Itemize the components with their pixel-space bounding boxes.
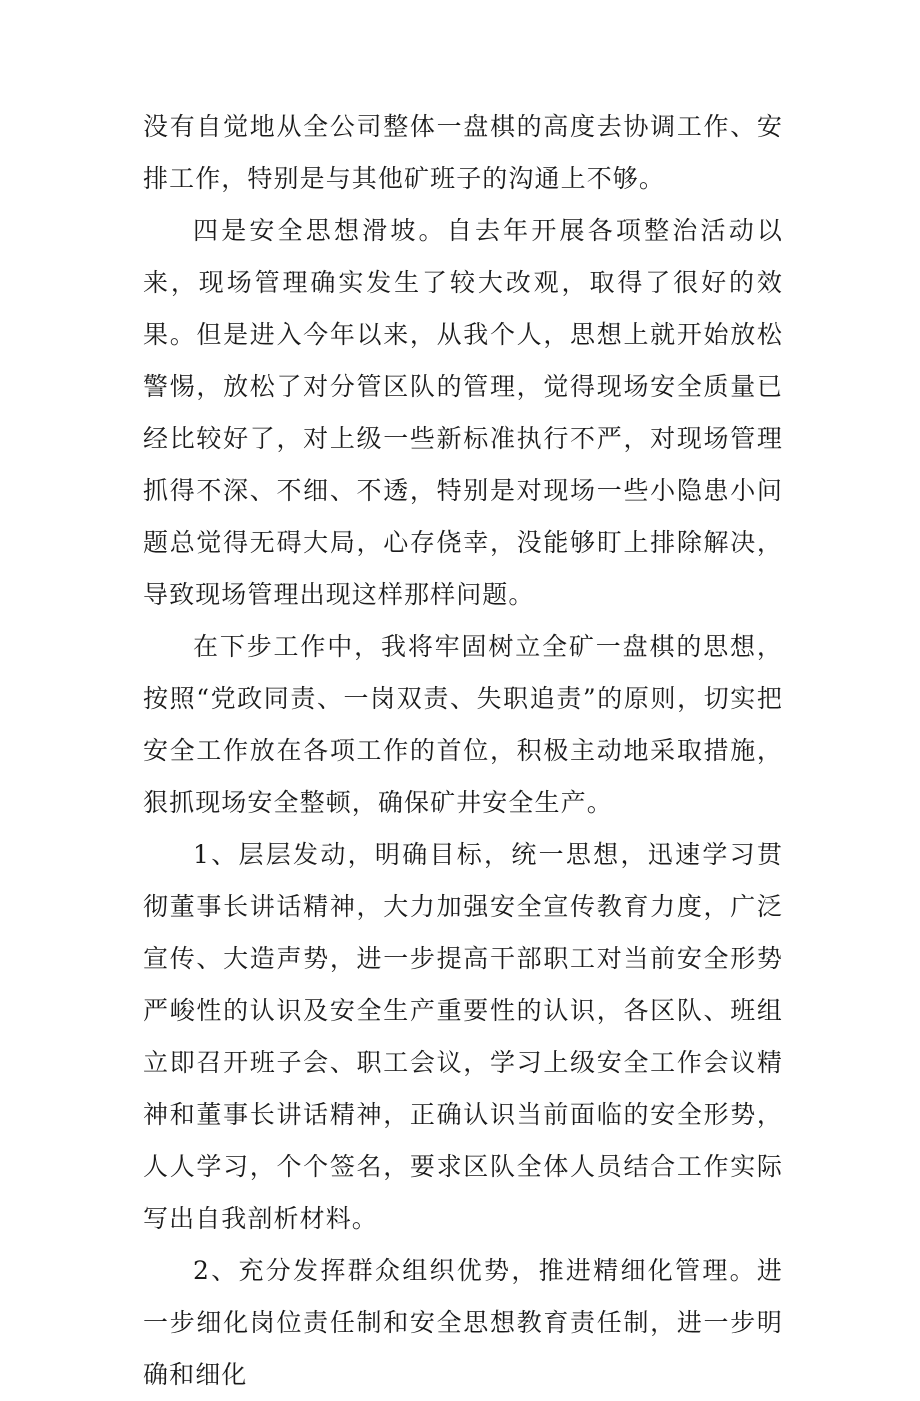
paragraph-next-steps: 在下步工作中，我将牢固树立全矿一盘棋的思想，按照“党政同责、一岗双责、失职追责”的原则，切实把安全工作放在各项工作的首位，积极主动地采取措施，狠抓现场安全整顿，确保矿井安全生产。: [143, 632, 783, 817]
paragraph-item-1: 1、层层发动，明确目标，统一思想，迅速学习贯彻董事长讲话精神，大力加强安全宣传教育力度，广泛宣传、大造声势，进一步提高干部职工对当前安全形势严峻性的认识及安全生产重要性的认识，各区队、班组立即召开班子会、职工会议，学习上级安全工作会议精神和董事长讲话精神，正确认识当前面临的安全形势，人人学习，个个签名，要求区队全体人员结合工作实际写出自我剖析材料。: [143, 840, 783, 1233]
paragraph-continuation: 没有自觉地从全公司整体一盘棋的高度去协调工作、安排工作，特别是与其他矿班子的沟通上不够。: [143, 112, 783, 193]
paragraph-item-2: 2、充分发挥群众组织优势，推进精细化管理。进一步细化岗位责任制和安全思想教育责任制，进一步明确和细化: [143, 1256, 783, 1389]
document-body: [143, 101, 783, 1401]
paragraph-safety-thought: 四是安全思想滑坡。自去年开展各项整治活动以来，现场管理确实发生了较大改观，取得了很好的效果。但是进入今年以来，从我个人，思想上就开始放松警惕，放松了对分管区队的管理，觉得现场安全质量已经比较好了，对上级一些新标准执行不严，对现场管理抓得不深、不细、不透，特别是对现场一些小隐患小问题总觉得无碍大局，心存侥幸，没能够盯上排除解决，导致现场管理出现这样那样问题。: [143, 216, 783, 609]
